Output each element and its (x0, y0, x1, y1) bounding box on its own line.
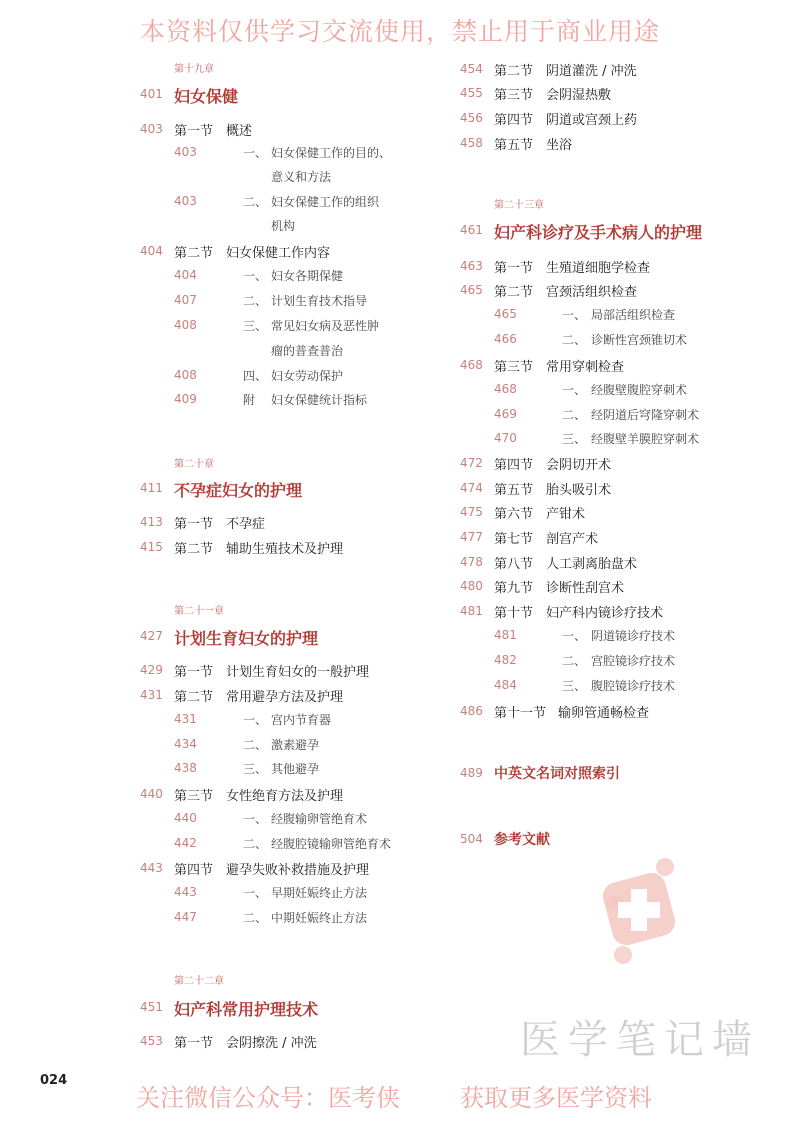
medical-cross-logo-icon (585, 855, 695, 965)
toc-right-column: 454 第二节 阴道灌洗 / 冲洗 455 第三节 会阴湿热敷 456 第四节 阴道或宫颈上药 458 第五节 坐浴 第二十三章 461 妇产科诊疗及手术病人的护理 463 第一节 生殖道细胞学检查 465 第二节 宫颈活组织检查 465 一、 局部活组织检查 466 二、 诊断性宫颈锥切术 468 第三节 常用穿刺检查 468 一、 经腹壁腹腔穿刺术 469 二、 经阴道后穹隆穿刺术 470 三、 经腹壁羊膜腔穿刺术 472 第四节 会阴切开术 474 第五节 胎头吸引术 475 第六节 产钳术 477 第七节 剖宫产术 478 第八节 人工剥离胎盘术 480 第九节 诊断性刮宫术 481 第十节 妇产科内镜诊疗技术 481 一、 阴道镜诊疗技术 482 二、 宫腔镜诊疗技术 484 三、 腹腔镜诊疗技术 486 第十一节 输卵管通畅检查 489 中英文名词对照索引 504 参考文献 (460, 62, 703, 848)
toc-left-column: 第十九章 401 妇女保健 403 第一节 概述 403 一、 妇女保健工作的目的、 意义和方法 403 二、 妇女保健工作的组织 机构 404 第二节 妇女保健工作内容 404 一、 妇女各期保健 407 二、 计划生育技术指导 408 三、 常见妇女病及恶性肿 瘤的普查普治 408 四、 妇女劳动保护 409 附 妇女保健统计指标 第二十章 411 不孕症妇女的护理 413 第一节 不孕症 415 第二节 辅助生殖技术及护理 第二十一章 427 计划生育妇女的护理 429 第一节 计划生育妇女的一般护理 431 第二节 常用避孕方法及护理 431 一、 宫内节育器 434 二、 激素避孕 438 三、 其他避孕 440 第三节 女性绝育方法及护理 440 一、 经腹输卵管绝育术 442 二、 经腹腔镜输卵管绝育术 443 第四节 避孕失败补救措施及护理 443 一、 早期妊娠终止方法 447 二、 中期妊娠终止方法 第二十二章 451 妇产科常用护理技术 453 第一节 会阴擦洗 / 冲洗 (140, 64, 392, 1051)
brand-watermark: 医学笔记墙 (520, 1017, 760, 1063)
watermark-top: 本资料仅供学习交流使用，禁止用于商业用途 (139, 17, 660, 46)
watermark-bottom-right: 获取更多医学资料 (460, 1084, 652, 1112)
watermark-bottom-left: 关注微信公众号：医考侠 (136, 1084, 400, 1112)
page-number: 024 (40, 1073, 68, 1088)
